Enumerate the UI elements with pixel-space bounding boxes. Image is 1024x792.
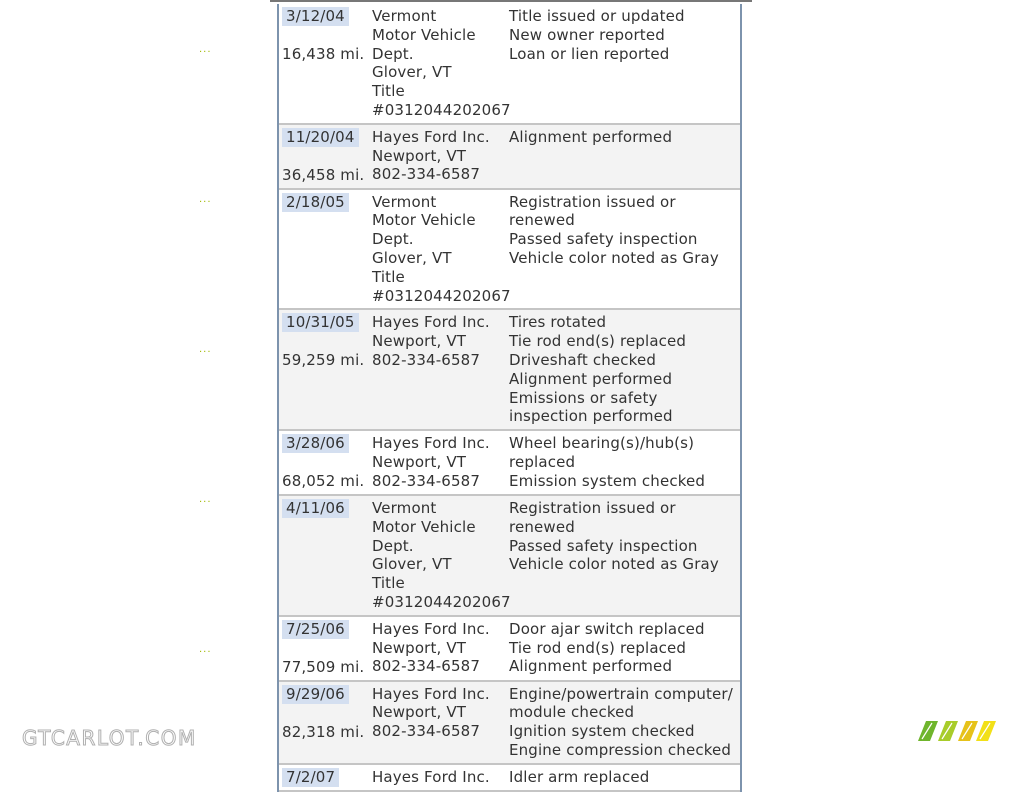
comment-line: Alignment performed [509, 127, 673, 146]
source-line: #0312044202067 [372, 100, 511, 119]
source-line: Newport, VT [372, 638, 467, 657]
source-line: Dept. [372, 230, 414, 249]
margin-marker: ... [199, 344, 212, 355]
margin-marker: ... [199, 644, 212, 655]
comment-line: Tie rod end(s) replaced [509, 332, 687, 351]
record-mileage: 77,509 mi. [282, 657, 365, 676]
comment-line: Loan or lien reported [509, 44, 670, 63]
record-date: 7/25/06 [282, 620, 349, 639]
comments-cell [507, 190, 740, 309]
record-mileage: 59,259 mi. [282, 351, 365, 370]
source-line: Vermont [372, 7, 437, 25]
source-line: #0312044202067 [372, 592, 511, 611]
source-line: Title [372, 267, 405, 286]
source-line: Newport, VT [372, 703, 467, 722]
source-line: 802-334-6587 [372, 350, 481, 369]
source-line: Hayes Ford Inc. [372, 434, 490, 453]
comment-line: Emission system checked [509, 471, 706, 490]
comment-line: Passed safety inspection [509, 230, 698, 249]
record-date: 10/31/05 [282, 313, 359, 332]
date-mileage-cell [279, 431, 369, 494]
source-line: Newport, VT [372, 332, 467, 351]
comment-line: Ignition system checked [509, 722, 695, 741]
source-line: Hayes Ford Inc. [372, 313, 490, 332]
source-cell [369, 765, 507, 790]
comment-line: Tires rotated [509, 313, 607, 332]
record-date: 2/18/05 [282, 193, 349, 212]
source-line: #0312044202067 [372, 286, 511, 305]
comment-line: Title issued or updated [509, 7, 685, 25]
comment-line: Driveshaft checked [509, 350, 657, 369]
source-line: Glover, VT [372, 63, 452, 82]
record-date: 7/2/07 [282, 768, 339, 787]
comments-cell [507, 765, 740, 790]
source-cell [369, 310, 507, 429]
source-line: 802-334-6587 [372, 722, 481, 741]
source-cell [369, 190, 511, 309]
gtcarlot-watermark: GTCARLOT.COM [22, 726, 197, 750]
date-mileage-cell [279, 765, 369, 790]
history-record-row [279, 431, 740, 496]
vehicle-history-table [277, 4, 742, 792]
record-date: 3/12/04 [282, 7, 349, 26]
comment-line: Alignment performed [509, 657, 673, 676]
margin-marker: ... [199, 44, 212, 55]
record-mileage: 82,318 mi. [282, 722, 365, 741]
record-date: 3/28/06 [282, 434, 349, 453]
history-record-row [279, 682, 740, 765]
gtcarlot-logo-icon [918, 721, 998, 743]
source-line: Hayes Ford Inc. [372, 767, 490, 786]
comments-cell [507, 682, 740, 763]
comment-line: Registration issued or renewed [509, 498, 676, 536]
source-line: Title [372, 574, 405, 593]
comment-line: New owner reported [509, 25, 665, 44]
comment-line: Wheel bearing(s)/hub(s) replaced [509, 434, 695, 471]
source-line: Vermont [372, 192, 437, 211]
date-mileage-cell [279, 682, 369, 763]
source-line: Title [372, 82, 405, 101]
record-mileage: 16,438 mi. [282, 45, 365, 63]
record-date: 4/11/06 [282, 499, 349, 518]
source-line: Motor Vehicle [372, 25, 476, 44]
comments-cell [507, 125, 740, 188]
source-line: Glover, VT [372, 248, 452, 267]
source-cell [369, 617, 507, 680]
source-line: Newport, VT [372, 146, 467, 165]
date-mileage-cell [279, 617, 369, 680]
history-record-row [279, 617, 740, 682]
comment-line: Vehicle color noted as Gray [509, 555, 719, 574]
source-line: Motor Vehicle [372, 517, 476, 536]
date-mileage-cell [279, 125, 369, 188]
comments-cell [507, 4, 740, 123]
source-cell [369, 4, 511, 123]
source-line: Hayes Ford Inc. [372, 127, 490, 146]
comment-line: Engine/powertrain computer/ module checked [509, 684, 733, 722]
history-record-row [279, 310, 740, 431]
record-mileage: 68,052 mi. [282, 472, 365, 491]
record-date: 9/29/06 [282, 685, 349, 704]
source-cell [369, 431, 507, 494]
comments-cell [507, 310, 740, 429]
history-record-row [279, 765, 740, 792]
comments-cell [507, 496, 740, 615]
history-record-row [279, 190, 740, 311]
history-record-row [279, 496, 740, 617]
comment-line: Alignment performed [509, 369, 673, 388]
source-line: Vermont [372, 498, 437, 517]
comments-cell [507, 617, 740, 680]
source-cell [369, 682, 507, 763]
date-mileage-cell [279, 190, 369, 309]
source-line: 802-334-6587 [372, 657, 481, 676]
comments-cell [507, 431, 740, 494]
comment-line: Tie rod end(s) replaced [509, 638, 687, 657]
source-cell [369, 125, 507, 188]
source-line: Hayes Ford Inc. [372, 684, 490, 703]
record-date: 11/20/04 [282, 128, 359, 147]
comment-line: Emissions or safety inspection performed [509, 388, 673, 426]
date-mileage-cell [279, 4, 369, 123]
comment-line: Door ajar switch replaced [509, 619, 705, 638]
date-mileage-cell [279, 496, 369, 615]
history-record-row [279, 4, 740, 125]
margin-marker: ... [199, 494, 212, 505]
source-line: Dept. [372, 44, 414, 63]
source-line: Newport, VT [372, 452, 467, 471]
record-mileage: 36,458 mi. [282, 165, 365, 184]
date-mileage-cell [279, 310, 369, 429]
source-line: 802-334-6587 [372, 471, 481, 490]
source-line: 802-334-6587 [372, 165, 481, 184]
comment-line: Passed safety inspection [509, 536, 698, 555]
source-line: Motor Vehicle [372, 211, 476, 230]
margin-marker: ... [199, 194, 212, 205]
history-record-row [279, 125, 740, 190]
source-line: Glover, VT [372, 555, 452, 574]
comment-line: Engine compression checked [509, 740, 732, 759]
top-rule [270, 0, 752, 2]
source-line: Dept. [372, 536, 414, 555]
comment-line: Registration issued or renewed [509, 192, 676, 230]
comment-line: Vehicle color noted as Gray [509, 248, 719, 267]
comment-line: Idler arm replaced [509, 767, 650, 786]
source-cell [369, 496, 511, 615]
source-line: Hayes Ford Inc. [372, 619, 490, 638]
